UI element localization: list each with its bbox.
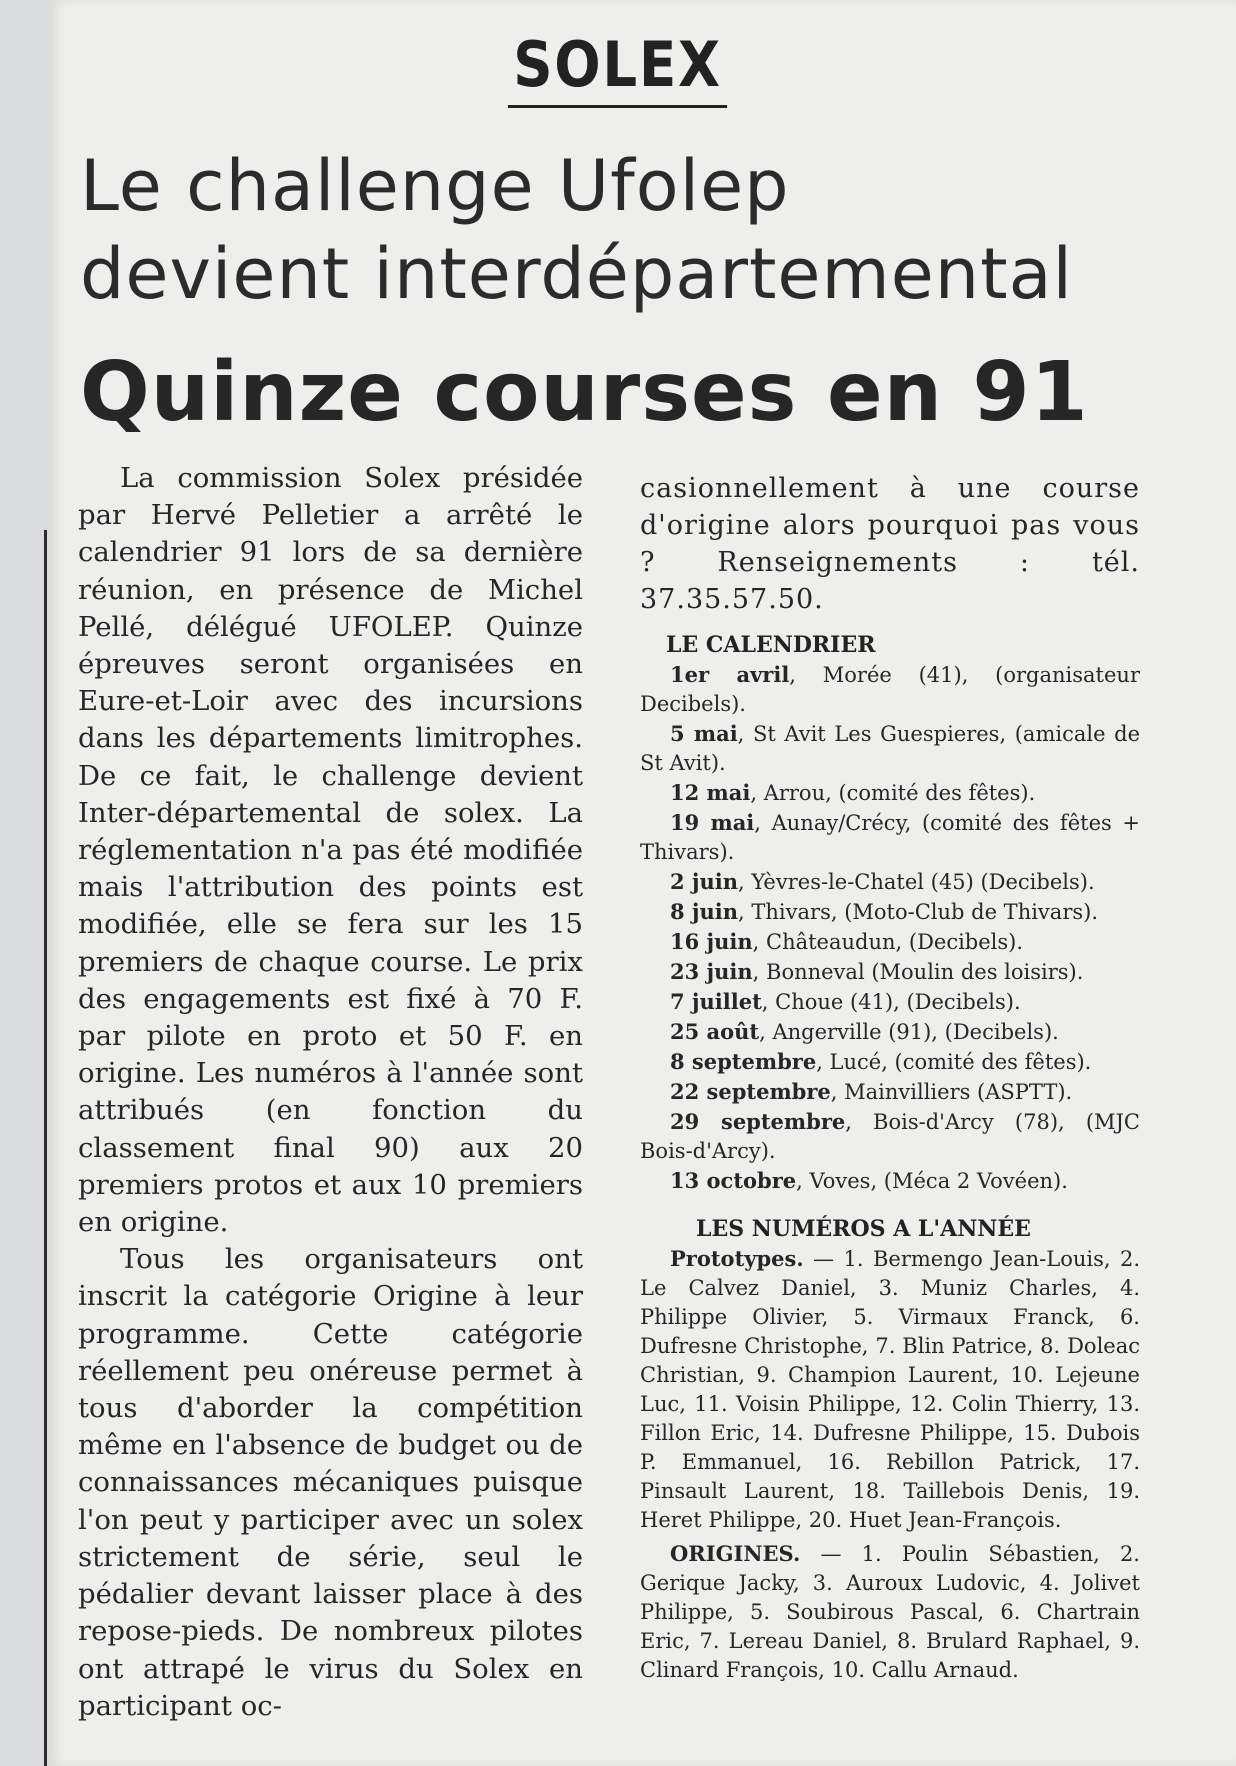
calendar-details: , Aunay/Crécy, (comité des fêtes + Thivars). [640,811,1141,864]
article-column-left [78,460,583,1725]
calendar-details: , Voves, (Méca 2 Vovéen). [796,1169,1068,1193]
calendar-item [640,897,1140,927]
calendar-details: , Châteaudun, (Decibels). [752,930,1024,954]
calendar-date: 1er avril [670,662,790,687]
calendar-item [640,957,1140,987]
section-rubric [0,28,1236,108]
headline-line-2: devient interdépartemental [80,233,1073,315]
calendar-item [640,660,1140,719]
calendar-details: , Bonneval (Moulin des loisirs). [752,960,1084,984]
article-paragraph: La commission Solex présidée par Hervé Pelletier a arrêté le calendrier 91 lors de sa dernière réunion, en présence de Michel Pellé, délégué UFOLEP. Quinze épreuves seront organisées en Eure-et-Loir avec des incursions dans les départements limitrophes. De ce fait, le challenge devient Inter-départemental de solex. La réglementation n'a pas été modifiée mais l'attribution des points est modifiée, elle se fera sur les 15 premiers de chaque course. Le prix des engagements est fixé à 70 F. par pilote en proto et 50 F. en origine. Les numéros à l'année sont attribués (en fonction du classement final 90) aux 20 premiers protos et aux 10 premiers en origine. [78,462,583,1239]
calendar-date: 7 juillet [670,989,762,1014]
calendar-item [640,778,1140,808]
calendar-date: 8 septembre [670,1049,817,1074]
calendar-date: 22 septembre [670,1079,831,1104]
calendar-date: 25 août [670,1019,760,1044]
calendar-details: , Choue (41), (Decibels). [761,990,1021,1014]
calendar-details: , Mainvilliers (ASPTT). [830,1080,1073,1104]
prototypes-text: — 1. Bermengo Jean-Louis, 2. Le Calvez Daniel, 3. Muniz Charles, 4. Philippe Olivier, 5. Virmaux Franck, 6. Dufresne Christophe, 7. Blin Patrice, 8. Doleac Christian, 9. Champion Laurent, 10. Lejeune Luc, 11. Voisin Philippe, 12. Colin Thierry, 13. Fillon Eric, 14. Dufresne Philippe, 15. Dubois P. Emmanuel, 16. Rebillon Patrick, 17. Pinsault Laurent, 18. Taillebois Denis, 19. Heret Philippe, 20. Huet Jean-François. [640,1247,1140,1532]
calendar-date: 19 mai [670,810,755,835]
calendar-date: 2 juin [670,869,739,894]
calendar-item [640,1017,1140,1047]
calendar-details: , Morée (41), (organisateur Decibels). [640,663,1140,716]
calendar-details: , Bois-d'Arcy (78), (MJC Bois-d'Arcy). [640,1110,1140,1163]
headline [80,142,1200,318]
calendar-details: , Arrou, (comité des fêtes). [750,781,1036,805]
calendar-item [640,1077,1140,1107]
calendar-date: 12 mai [670,780,751,805]
article-column-right [640,470,1140,1689]
calendar-details: , St Avit Les Guespieres, (amicale de St Avit). [640,722,1140,775]
calendar-item [640,927,1140,957]
calendar-item [640,808,1140,867]
calendar-heading: LE CALENDRIER [666,632,876,658]
origines-list [640,1539,1140,1685]
origines-label: ORIGINES. [670,1541,801,1566]
headline-line-1: Le challenge Ufolep [80,145,790,227]
calendar-date: 13 octobre [670,1168,797,1193]
calendar-date: 8 juin [670,899,739,924]
rubric-label: SOLEX [508,28,727,108]
origines-text: — 1. Poulin Sébastien, 2. Gerique Jacky, 3. Auroux Ludovic, 4. Jolivet Philippe, 5. Soubirous Pascal, 6. Chartrain Eric, 7. Lereau Daniel, 8. Brulard Raphael, 9. Clinard François, 10. Callu Arnaud. [640,1542,1140,1682]
calendar-list [640,660,1140,1196]
calendar-item [640,1047,1140,1077]
calendar-date: 23 juin [670,959,753,984]
prototypes-label: Prototypes. [670,1246,804,1271]
calendar-item [640,1107,1140,1166]
column-rule [44,530,47,1766]
numbers-heading: LES NUMÉROS A L'ANNÉE [696,1216,1031,1242]
calendar-details: , Thivars, (Moto-Club de Thivars). [738,900,1098,924]
calendar-date: 16 juin [670,929,753,954]
subheadline: Quinze courses en 91 [80,345,1089,440]
calendar-item [640,987,1140,1017]
calendar-details: , Angerville (91), (Decibels). [759,1020,1059,1044]
prototypes-list [640,1244,1140,1535]
calendar-details: , Yèvres-le-Chatel (45) (Decibels). [738,870,1095,894]
calendar-item [640,719,1140,778]
article-paragraph: Tous les organisateurs ont inscrit la catégorie Origine à leur programme. Cette catégorie réellement peu onéreuse permet à tous d'aborder la compétition même en l'absence de budget ou de connaissances mécaniques puisque l'on peut y participer avec un solex strictement de série, seul le pédalier devant laisser place à des repose-pieds. De nombreux pilotes ont attrapé le virus du Solex en participant oc- [78,1243,583,1722]
calendar-item [640,867,1140,897]
calendar-details: , Lucé, (comité des fêtes). [816,1050,1092,1074]
calendar-item [640,1166,1140,1196]
calendar-date: 29 septembre [670,1109,846,1134]
calendar-date: 5 mai [670,721,738,746]
article-paragraph-continuation: casionnellement à une course d'origine alors pourquoi pas vous ? Renseignements : tél. 37.35.57.50. [640,473,1140,615]
